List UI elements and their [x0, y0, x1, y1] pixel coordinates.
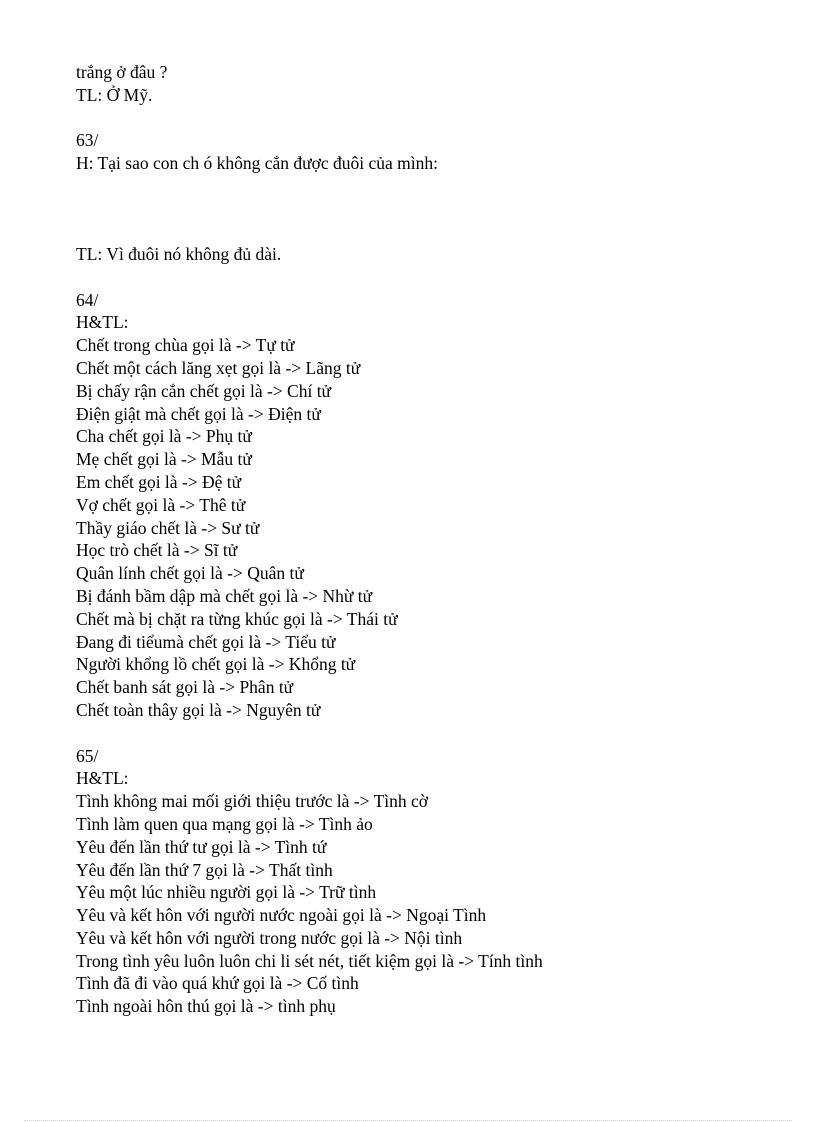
list-item: Chết trong chùa gọi là -> Tự tử [76, 335, 295, 356]
list-item: Người khổng lồ chết gọi là -> Khổng tử [76, 654, 356, 675]
list-item: Tình ngoài hôn thú gọi là -> tình phụ [76, 996, 336, 1017]
question-63: H: Tại sao con ch ó không cắn được đuôi của mình: [76, 153, 439, 174]
list-item: Tình không mai mối giới thiệu trước là -> Tình cờ [76, 791, 429, 812]
list-item: Vợ chết gọi là -> Thê tử [76, 494, 246, 515]
intro-line-2: TL: Ở Mỹ. [76, 84, 153, 105]
spacer [76, 107, 776, 130]
list-item: Yêu và kết hôn với người trong nước gọi là -> Nội tình [76, 927, 463, 948]
question-number-64: 64/ [76, 289, 99, 310]
list-item: Chết một cách lăng xẹt gọi là -> Lãng tử [76, 357, 361, 378]
list-item: Thầy giáo chết là -> Sư tử [76, 517, 260, 538]
list-item: Quân lính chết gọi là -> Quân tử [76, 563, 304, 584]
list-64 [76, 334, 776, 722]
list-item: Học trò chết là -> Sĩ tử [76, 540, 238, 561]
list-item: Tình làm quen qua mạng gọi là -> Tình ảo [76, 813, 373, 834]
list-item: Điện giật mà chết gọi là -> Điện tử [76, 403, 321, 424]
spacer [76, 722, 776, 745]
question-number-65: 65/ [76, 745, 99, 766]
spacer [76, 266, 776, 289]
list-item: Cha chết gọi là -> Phụ tử [76, 426, 252, 447]
list-item: Tình đã đi vào quá khứ gọi là -> Cố tình [76, 973, 359, 994]
page-bottom-divider [24, 1120, 792, 1121]
document-page [76, 61, 776, 1018]
list-item: Yêu đến lần thứ 7 gọi là -> Thất tình [76, 859, 333, 880]
list-65 [76, 790, 776, 1018]
list-item: Yêu một lúc nhiều người gọi là -> Trữ tình [76, 882, 377, 903]
list-item: Trong tình yêu luôn luôn chi li sét nét, tiết kiệm gọi là -> Tính tình [76, 950, 543, 971]
list-item: Bị đánh bầm dập mà chết gọi là -> Nhừ tử [76, 585, 373, 606]
list-item: Yêu và kết hôn với người nước ngoài gọi là -> Ngoại Tình [76, 905, 487, 926]
list-item: Chết banh sát gọi là -> Phân tử [76, 677, 294, 698]
list-item: Bị chấy rận cắn chết gọi là -> Chí tử [76, 380, 332, 401]
question-number-63: 63/ [76, 130, 99, 151]
list-item: Đang đi tiểumà chết gọi là -> Tiểu tử [76, 631, 336, 652]
list-item: Mẹ chết gọi là -> Mẫu tử [76, 449, 252, 470]
list-item: Chết mà bị chặt ra từng khúc gọi là -> Thái tử [76, 608, 398, 629]
label-65: H&TL: [76, 768, 129, 789]
answer-63: TL: Vì đuôi nó không đủ dài. [76, 243, 282, 264]
list-item: Chết toàn thây gọi là -> Nguyên tử [76, 699, 321, 720]
list-item: Yêu đến lần thứ tư gọi là -> Tình tứ [76, 836, 327, 857]
label-64: H&TL: [76, 312, 129, 333]
intro-line-1: trắng ở đâu ? [76, 62, 168, 82]
list-item: Em chết gọi là -> Đệ tử [76, 471, 242, 492]
spacer [76, 175, 776, 243]
